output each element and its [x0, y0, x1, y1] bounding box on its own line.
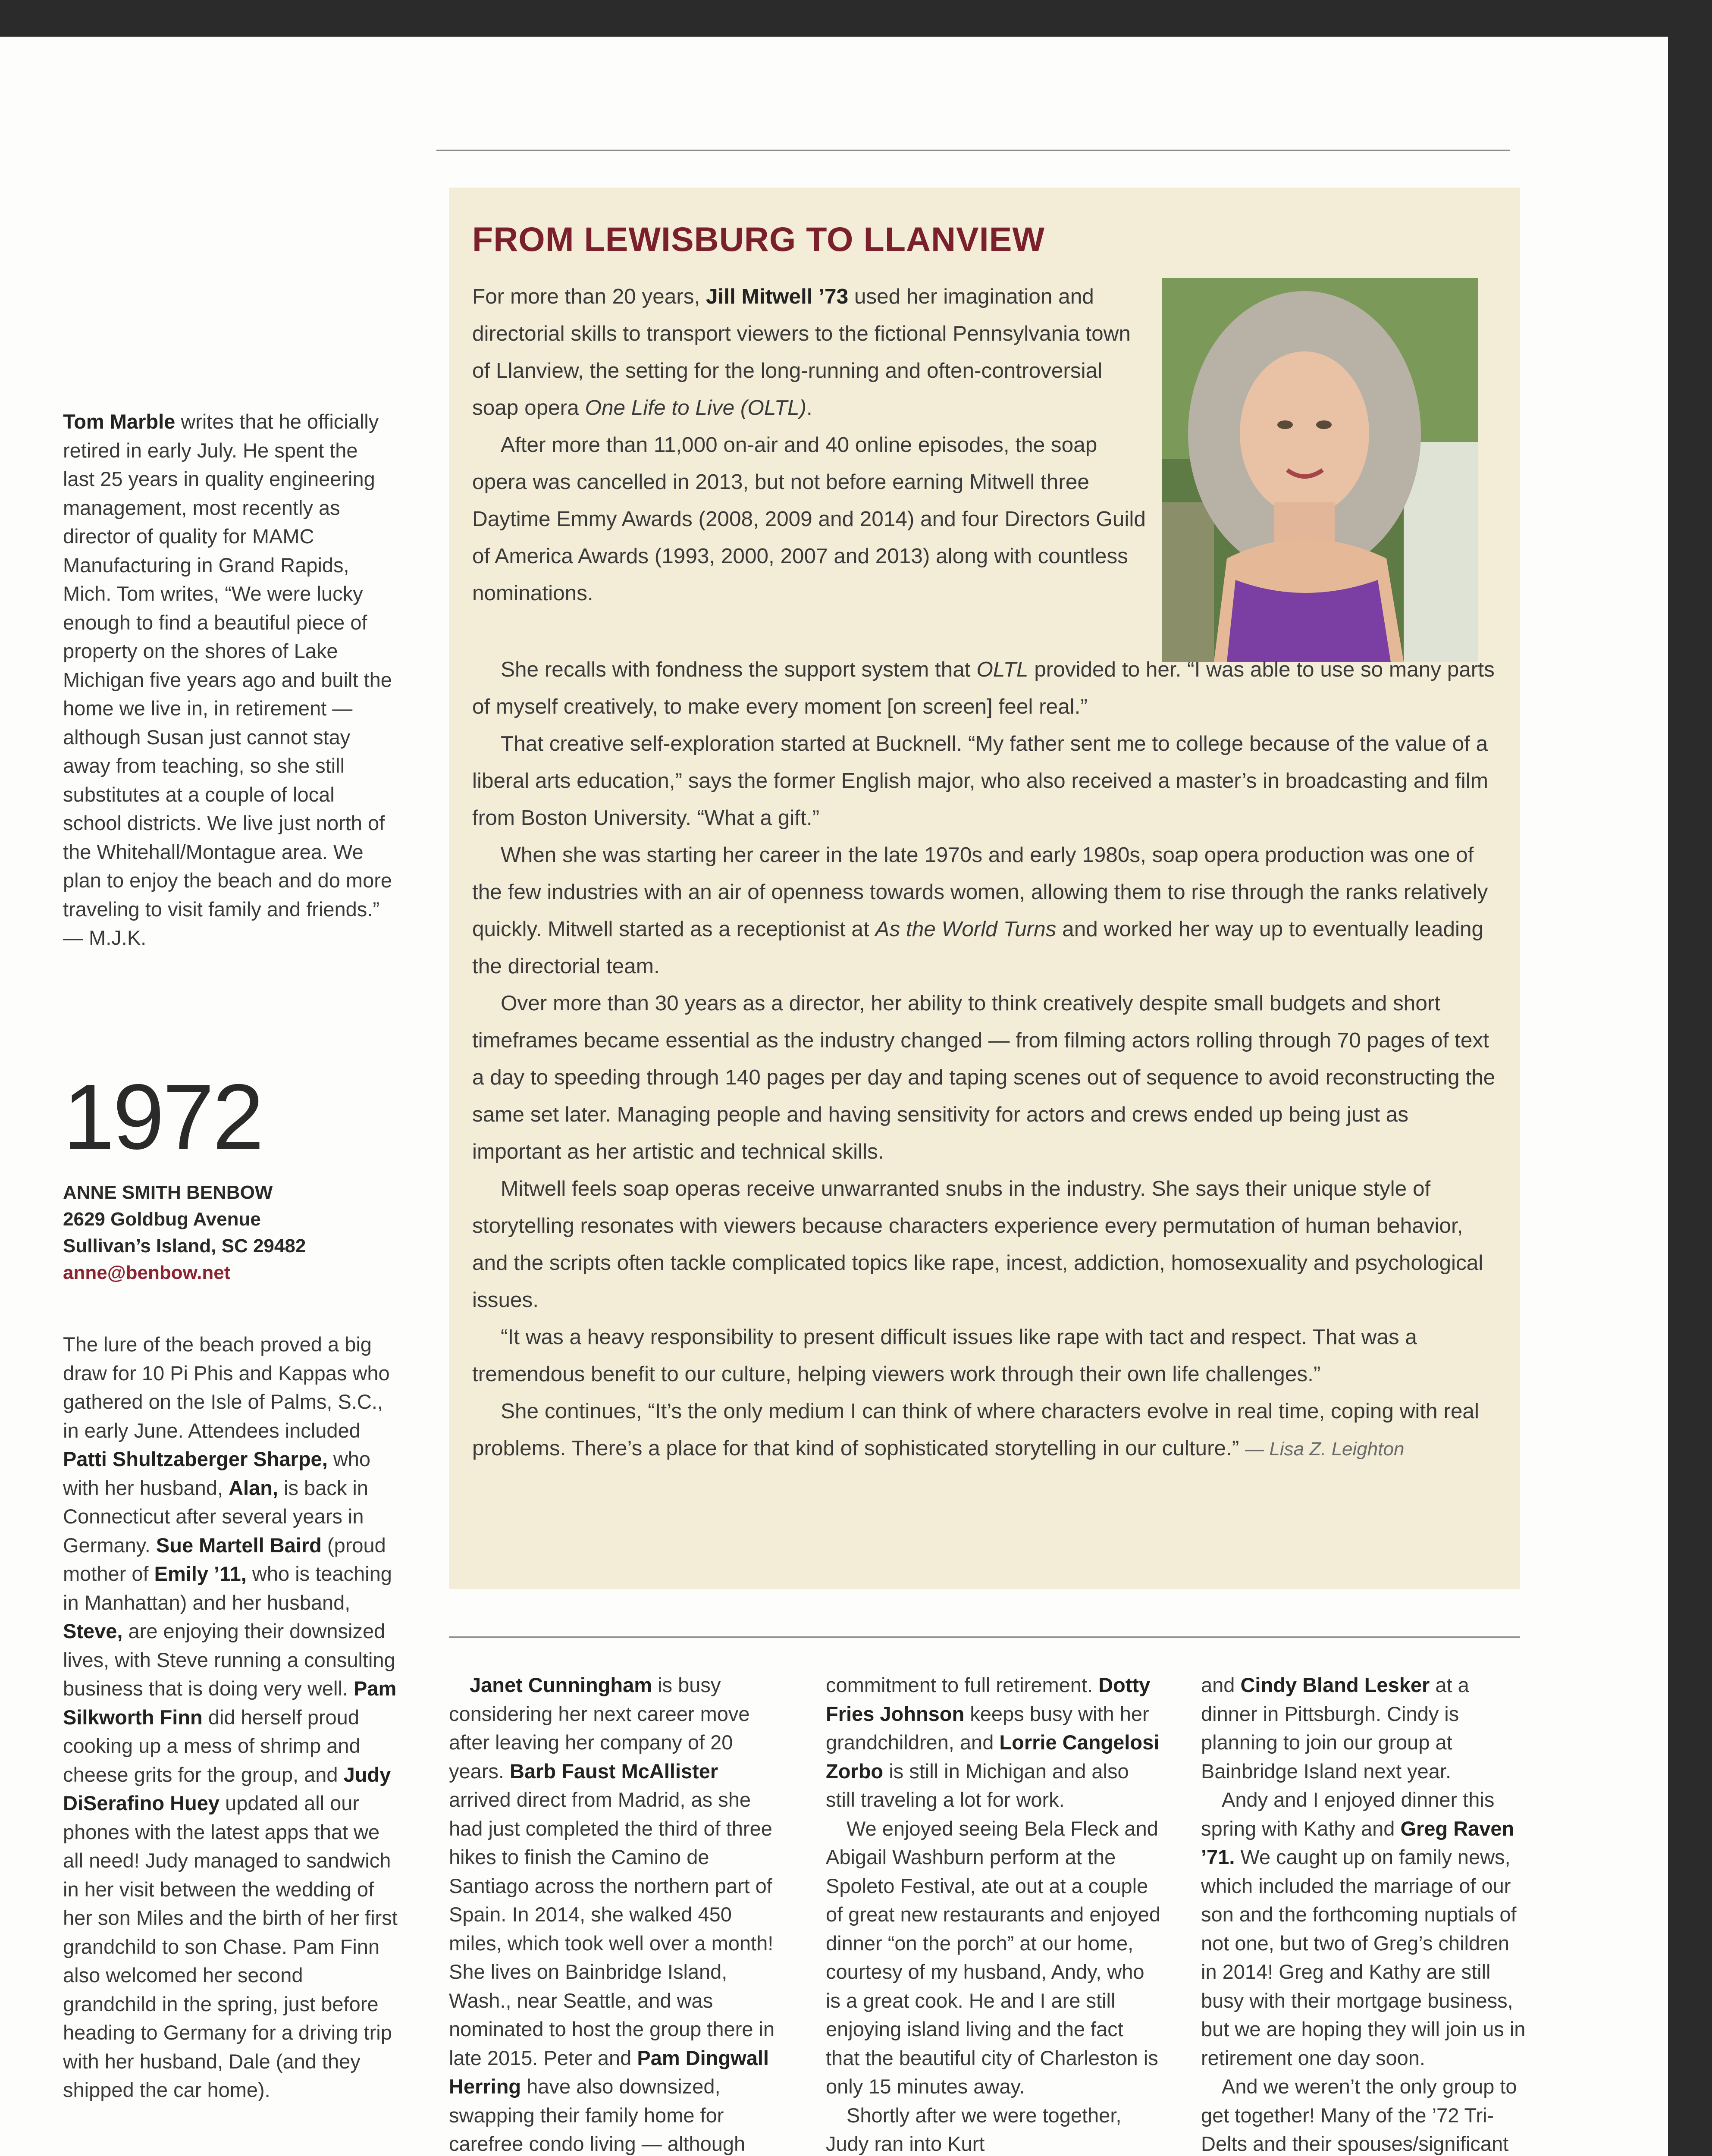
text: did herself proud cooking up a mess of shrimp and cheese grits for the group, and	[63, 1705, 361, 1786]
person-name: Alan,	[229, 1476, 278, 1499]
sidebar-paragraph: That creative self-exploration started at Bucknell. “My father sent me to college because of the value of a liberal arts education,” says the former English major, who also received a master’s in broadcasting and film from Boston University. “What a gift.”	[472, 732, 1489, 830]
text: is still in Michigan and also still traveling a lot for work.	[826, 1759, 1129, 1811]
text: The lure of the beach proved a big draw for 10 Pi Phis and Kappas who gathered on the Isle of Palms, S.C., in early June. Attendees included	[63, 1333, 390, 1442]
class-year-heading: 1972	[63, 1065, 263, 1169]
person-name: Pam Silkworth Finn	[63, 1677, 397, 1729]
text: keeps busy with her grandchildren, and	[826, 1702, 1149, 1754]
text: arrived direct from Madrid, as she had just completed the third of three hikes to finish the Camino de Santiago across the northern part of Spain. In 2014, she walked 450 miles, which took well over a month! She lives on Bainbridge Island, Wash., near Seattle, and was nominated to host the group there in late 2015. Peter and	[449, 1788, 775, 2069]
person-name: Sue Martell Baird	[156, 1533, 322, 1557]
person-name: Tom Marble	[63, 410, 176, 433]
text: have also downsized, swapping their family home for carefree condo living — although	[449, 2075, 746, 2155]
person-name: Patti Shultzaberger Sharpe,	[63, 1448, 328, 1470]
text: Andy and I enjoyed dinner this spring with Kathy and	[1201, 1788, 1495, 1840]
person-name: Pam Dingwall Herring	[449, 2046, 769, 2098]
sidebar-paragraph: Mitwell feels soap operas receive unwarranted snubs in the industry. She says their unique style of storytelling resonates with viewers because characters experience every permutation of human behavior, and the scripts often tackle complicated topics like rape, incest, addiction, homosexuality and psychological issues.	[472, 1177, 1483, 1312]
column-3	[826, 1671, 1162, 2156]
text: who is teaching in Manhattan) and her husband,	[63, 1562, 392, 1614]
text: is back in Connecticut after several years in Germany.	[63, 1476, 368, 1557]
person-name: Janet Cunningham	[470, 1673, 652, 1696]
person-name: Judy DiSerafino Huey	[63, 1763, 391, 1814]
entry-text: writes that he officially retired in early July. He spent the last 25 years in quality engineering management, most recently as director of quality for MAMC Manufacturing in Grand Rapids, Mich. Tom writes, “We were lucky enough to find a beautiful piece of property on the shores of Lake Michigan five years ago and built the home we live in, in retirement — although Susan just cannot stay away from teaching, so she still substitutes at a couple of local school districts. We live just north of the Whitehall/Montague area. We plan to enjoy the beach and do more traveling to visit family and friends.”	[63, 410, 392, 921]
sidebar-paragraph: Over more than 30 years as a director, her ability to think creatively despite small budgets and short timeframes became essential as the industry changed — from filming actors rolling through 70 pages of text a day to speeding through 140 pages per day and taping scenes out of sequence to avoid reconstructing the same set later. Managing people and having sensitivity for actors and crews ended up being just as important as her artistic and technical skills.	[472, 991, 1496, 1163]
person-name: Cindy Bland Lesker	[1240, 1673, 1430, 1696]
jill-mitwell-photo	[1162, 278, 1478, 662]
text: commitment to full retirement.	[826, 1673, 1099, 1696]
class-correspondent-address	[63, 1179, 306, 1286]
text: provided to her. “I was able to use so many parts of myself creatively, to make every moment [on screen] feel real.”	[472, 658, 1495, 718]
text: For more than 20 years,	[472, 285, 706, 308]
show-title: OLTL	[976, 658, 1028, 681]
column-4	[1201, 1671, 1529, 2156]
sidebar-paragraph: After more than 11,000 on-air and 40 online episodes, the soap opera was cancelled in 2013, but not before earning Mitwell three Daytime Emmy Awards (2008, 2009 and 2014) and four Directors Guild of America Awards (1993, 2000, 2007 and 2013) along with countless nominations.	[472, 433, 1146, 605]
text: She recalls with fondness the support system that	[501, 658, 977, 681]
portrait-illustration	[1162, 278, 1478, 662]
person-name: Dotty Fries Johnson	[826, 1673, 1151, 1725]
sidebar-title: FROM LEWISBURG TO LLANVIEW	[472, 220, 1045, 258]
column-2	[449, 1671, 785, 2156]
sidebar-body-top	[472, 278, 1149, 612]
entry-signature: — M.J.K.	[63, 926, 147, 949]
correspondent-street: 2629 Goldbug Avenue	[63, 1209, 261, 1230]
show-title: One Life to Live (OLTL)	[585, 396, 807, 420]
person-name: Lorrie Cangelosi Zorbo	[826, 1731, 1160, 1783]
column-paragraph: And we weren’t the only group to get together! Many of the ’72 Tri-Delts and their spouses/significant	[1201, 2075, 1517, 2155]
left-column-entry	[63, 407, 394, 953]
person-name: Greg Raven ’71.	[1201, 1817, 1514, 1868]
text: used her imagination and directorial skills to transport viewers to the fictional Pennsylvania town of Llanview, the setting for the long-running and often-controversial soap opera	[472, 285, 1131, 420]
correspondent-email[interactable]: anne@benbow.net	[63, 1262, 231, 1283]
sidebar-body-bottom	[472, 651, 1501, 1468]
left-column-entry-2	[63, 1330, 399, 2105]
sidebar-paragraph: She continues, “It’s the only medium I can think of where characters evolve in real time, coping with real problems. There’s a place for that kind of sophisticated storytelling in our culture.”	[472, 1399, 1479, 1460]
text: at a dinner in Pittsburgh. Cindy is planning to join our group at Bainbridge Island next year.	[1201, 1673, 1469, 1783]
person-name: Steve,	[63, 1620, 123, 1642]
show-title: As the World Turns	[875, 917, 1057, 941]
text: .	[806, 396, 812, 420]
magazine-page	[0, 37, 1668, 2156]
text: (proud mother of	[63, 1533, 386, 1585]
text: When she was starting her career in the late 1970s and early 1980s, soap opera production was one of the few industries with an air of openness towards women, allowing them to rise through the ranks relatively quickly. Mitwell started as a receptionist at	[472, 843, 1488, 941]
text: are enjoying their downsized lives, with Steve running a consulting business that is doing very well.	[63, 1620, 395, 1700]
text: We caught up on family news, which included the marriage of our son and the forthcoming nuptials of not one, but two of Greg’s children in 2014! Greg and Kathy are still busy with their mortgage business, but we are hoping they will join us in retirement one day soon.	[1201, 1846, 1526, 2069]
author-credit: — Lisa Z. Leighton	[1245, 1438, 1405, 1460]
person-name: Emily ’11,	[154, 1562, 247, 1585]
correspondent-name: ANNE SMITH BENBOW	[63, 1182, 273, 1203]
correspondent-city: Sullivan’s Island, SC 29482	[63, 1235, 306, 1257]
bottom-rule	[449, 1636, 1520, 1638]
column-paragraph: Shortly after we were together, Judy ran into Kurt	[826, 2103, 1122, 2155]
person-name: Barb Faust McAllister	[510, 1759, 718, 1783]
sidebar-paragraph: “It was a heavy responsibility to present difficult issues like rape with tact and respect. That was a tremendous benefit to our culture, helping viewers work through their own life challenges.”	[472, 1325, 1417, 1386]
column-paragraph: We enjoyed seeing Bela Fleck and Abigail Washburn perform at the Spoleto Festival, ate out at a couple of great new restaurants and enjoyed dinner “on the porch” at our home, courtesy of my husband, Andy, who is a great cook. He and I are still enjoying island living and the fact that the beautiful city of Charleston is only 15 minutes away.	[826, 1817, 1161, 2098]
top-rule	[436, 150, 1510, 151]
text: who with her husband,	[63, 1448, 371, 1499]
person-name: Jill Mitwell ’73	[706, 285, 849, 308]
text: updated all our phones with the latest apps that we all need! Judy managed to sandwich in her visit between the wedding of her son Miles and the birth of her first grandchild to son Chase. Pam Finn also welcomed her second grandchild in the spring, just before heading to Germany for a driving trip with her husband, Dale (and they shipped the car home).	[63, 1792, 398, 2101]
text: is busy considering her next career move after leaving her company of 20 years.	[449, 1673, 750, 1783]
text: and	[1201, 1673, 1241, 1696]
text: and worked her way up to eventually leading the directorial team.	[472, 917, 1484, 978]
